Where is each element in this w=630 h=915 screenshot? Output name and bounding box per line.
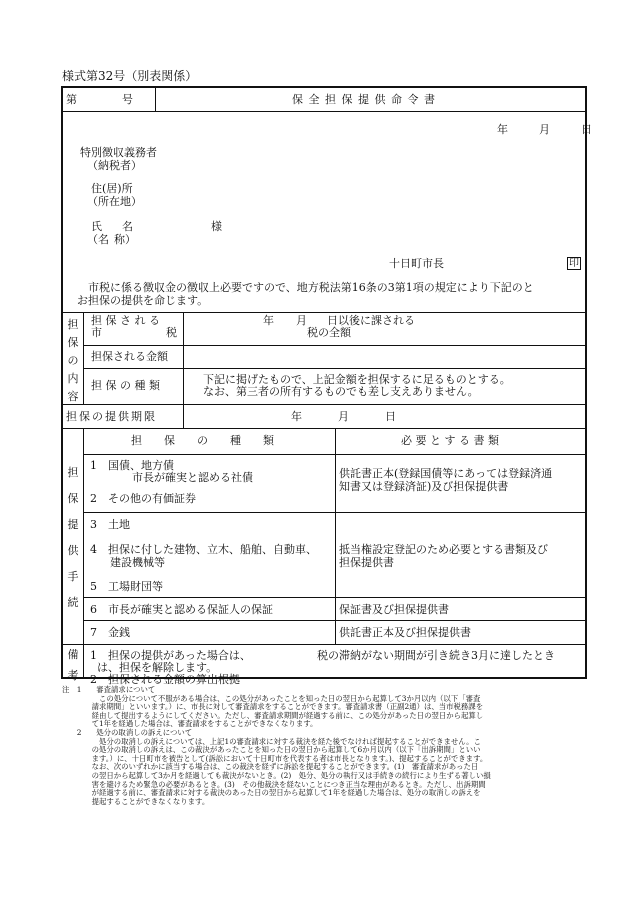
- number-label-suffix: 号: [122, 93, 133, 106]
- note-line: 注 1 審査請求について: [62, 685, 156, 694]
- side-char: 担: [67, 466, 79, 479]
- col-required-documents-header: 必 要 と す る 書 類: [401, 434, 499, 447]
- number-label: [66, 93, 133, 106]
- doc-2-line-1: 抵当権設定登記のため必要とする書類及び: [339, 543, 548, 556]
- side-char: 続: [67, 596, 79, 609]
- collateral-content-side-label: [64, 318, 82, 403]
- document-title: 保 全 担 保 提 供 命 令 書: [292, 93, 436, 106]
- item-3: 3 土地: [90, 518, 130, 531]
- date-year: 年: [497, 123, 508, 136]
- collateral-type-label: 担 保 の 種 類: [91, 379, 160, 392]
- item-5: 5 工場財団等: [90, 580, 163, 593]
- remarks-side-label: [64, 648, 82, 682]
- intro-line-2: お担保の提供を命じます。: [77, 294, 209, 307]
- item-2: 2 その他の有価証券: [90, 492, 196, 505]
- side-char: 内: [67, 372, 79, 385]
- city-tax-char: 市: [91, 326, 102, 339]
- honorific: 様: [211, 220, 222, 233]
- note-line: 請求期間」といいます。）に、市長に対して審査請求をすることができます。審査請求書（正副2通）は、当市税務課を: [62, 702, 484, 712]
- taxes-year: 年: [263, 314, 274, 327]
- remarks-line-2: は、担保を解除します。: [97, 661, 218, 674]
- deadline-month: 月: [338, 410, 349, 423]
- remarks-line-3: 2 担保される金額の算出根拠: [90, 673, 240, 686]
- note-line: ます。）に、十日町市を被告として(訴訟において十日町市を代表する者は市長となります。)、提起することができます。: [62, 753, 488, 763]
- col-collateral-type-header: 担 保 の 種 類: [131, 434, 274, 447]
- issue-date: [497, 123, 592, 136]
- remarks-line-1-a: 1 担保の提供があった場合は、: [90, 649, 251, 662]
- name-label: [91, 220, 133, 233]
- side-char: 保: [67, 492, 79, 505]
- note-line: 2 処分の取消しの訴えについて: [62, 727, 193, 737]
- date-month: 月: [539, 123, 550, 136]
- intro-line-1: 市税に係る徴収金の徴収上必要ですので、地方税法第16条の3第1項の規定により下記のと: [88, 281, 534, 294]
- item-1-line-1: 1 国債、地方債: [90, 459, 174, 472]
- procedure-side-label: [64, 466, 82, 609]
- side-char: 提: [67, 518, 79, 531]
- deadline-label: 担保の提供期限: [66, 410, 157, 423]
- secured-taxes-label-2: [91, 326, 177, 339]
- note-line: の処分の取消しの訴えは、この裁決があったことを知った日の翌日から起算して6か月以内（以下「出訴期間」といい: [62, 745, 481, 755]
- entity-name-label-a: （名: [87, 233, 109, 246]
- note-line: て1年を経過した場合は、審査請求をすることができなくなります。: [62, 719, 318, 729]
- deadline-day: 日: [385, 410, 396, 423]
- taxpayer-label: （納税者）: [87, 159, 142, 172]
- side-char: 備: [67, 648, 79, 661]
- doc-4: 供託書正本及び担保提供書: [339, 626, 471, 639]
- item-1-line-2: 市長が確実と認める社債: [132, 471, 253, 484]
- taxes-month: 月: [296, 314, 307, 327]
- deadline-year: 年: [291, 410, 302, 423]
- doc-2-line-2: 担保提供書: [339, 556, 394, 569]
- date-day: 日: [581, 123, 592, 136]
- note-line: 害を避けるため緊急の必要があるとき。(3) その他裁決を経ないことにつき正当な理由があるとき。ただし、出訴期間: [62, 779, 486, 789]
- note-line: 提起することができなくなります。: [62, 796, 210, 806]
- name-label-a: 氏: [91, 220, 102, 233]
- tax-char: 税: [166, 326, 177, 339]
- item-7: 7 金銭: [90, 626, 130, 639]
- item-6: 6 市長が確実と認める保証人の保証: [90, 603, 273, 616]
- issuer-name: 十日町市長: [389, 257, 444, 270]
- notes-block: [62, 686, 491, 806]
- side-char: 考: [67, 669, 79, 682]
- side-char: の: [67, 354, 79, 367]
- item-4-line-1: 4 担保に付した建物、立木、船舶、自動車、: [90, 543, 317, 556]
- note-line: 経由して提出するようにしてください。ただし、審査請求期間が経過する前に、この処分があった日の翌日から起算し: [62, 710, 484, 720]
- taxes-full-amount: 税の全額: [307, 326, 351, 339]
- doc-3: 保証書及び担保提供書: [339, 603, 449, 616]
- collateral-type-text-1: 下記に掲げたもので、上記金額を担保するに足るものとする。: [203, 373, 511, 386]
- note-line: 処分の取消しの訴えについては、上記1の審査請求に対する裁決を経た後でなければ提起することができません。こ: [62, 736, 481, 746]
- form-label: 様式第32号（別表関係）: [62, 69, 198, 83]
- secured-taxes-label: 担 保 さ れ る: [91, 314, 160, 327]
- entity-name-label-b: 称）: [114, 233, 136, 246]
- item-4-line-2: 建設機械等: [110, 556, 165, 569]
- side-char: 担: [67, 318, 79, 331]
- note-line: この処分について不服がある場合は、この処分があったことを知った日の翌日から起算して3か月以内（以下「審査: [62, 693, 481, 703]
- note-line: の翌日から起算して3か月を経過しても裁決がないとき。(2) 処分、処分の執行又は手続きの続行により生ずる著しい損: [62, 770, 491, 780]
- remarks-line-1-b: 税の滞納がない期間が引き続き3月に達したとき: [317, 649, 555, 662]
- doc-1-line-2: 知書又は登録済証)及び担保提供書: [339, 480, 509, 493]
- entity-name-label: [87, 233, 136, 246]
- address-label: 住(居)所: [91, 182, 133, 195]
- taxes-day-text: 日以後に課される: [327, 314, 415, 327]
- obligor-label: 特別徴収義務者: [80, 146, 157, 159]
- seal-mark: 印: [569, 258, 579, 269]
- secured-amount-label: 担保される金額: [91, 350, 168, 363]
- note-line: なお、次のいずれかに該当する場合は、この裁決を経ずに訴訟を提起することができます。(1) 審査請求があった日: [62, 762, 479, 772]
- deadline-date: [291, 410, 396, 423]
- number-label-prefix: 第: [66, 93, 77, 106]
- side-char: 容: [67, 390, 79, 403]
- side-char: 手: [67, 570, 79, 583]
- location-label: （所在地）: [87, 195, 142, 208]
- note-line: が経過する前に、審査請求に対する裁決のあった日の翌日から起算して1年を経過した場合は、処分の取消しの訴えを: [62, 788, 481, 798]
- side-char: 供: [67, 544, 79, 557]
- side-char: 保: [67, 336, 79, 349]
- collateral-type-text-2: なお、第三者の所有するものでも差し支えありません。: [203, 385, 479, 398]
- doc-1-line-1: 供託書正本(登録国債等にあっては登録済通: [339, 467, 553, 480]
- name-label-b: 名: [122, 220, 133, 233]
